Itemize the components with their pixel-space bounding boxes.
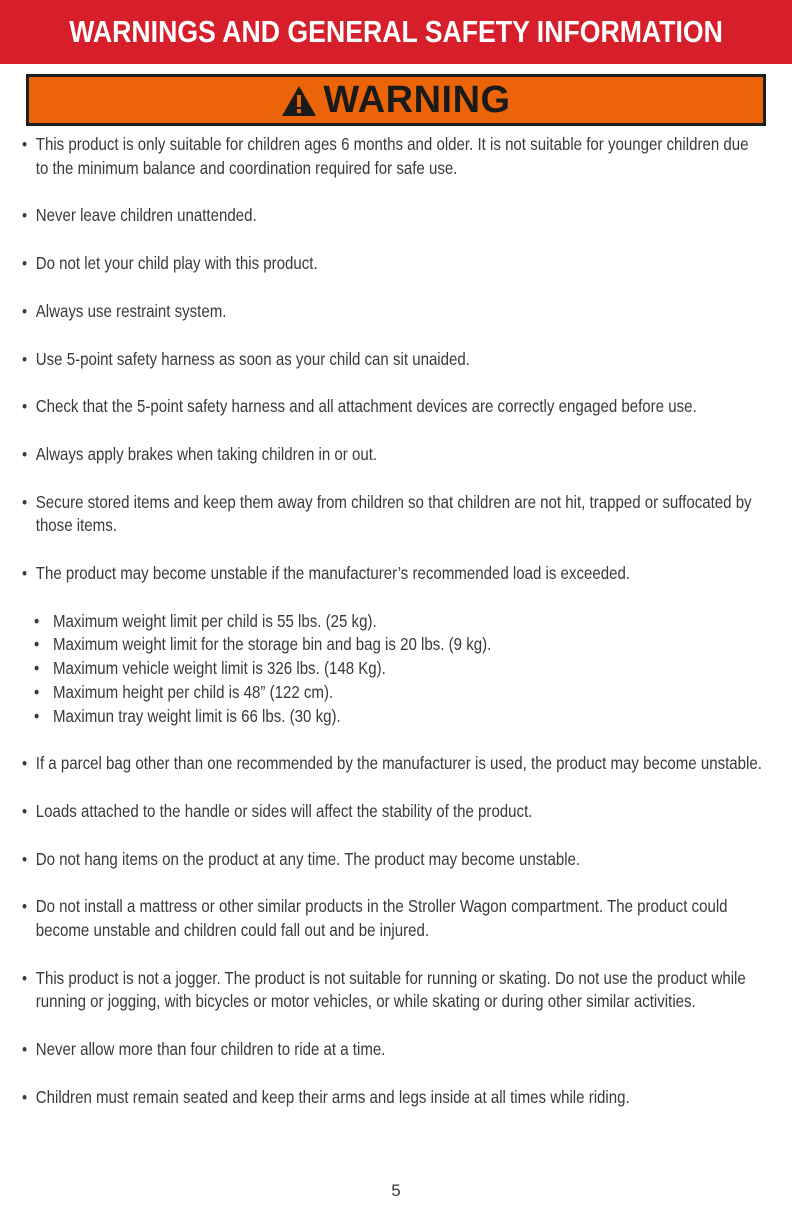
list-item: • Never leave children unattended. xyxy=(22,205,257,226)
list-item: • Do not hang items on the product at any time. The product may become unstable. xyxy=(22,848,581,869)
list-item: • Do not let your child play with this product. xyxy=(22,253,318,274)
list-item: • Always use restraint system. xyxy=(22,300,227,321)
list-item: • Use 5-point safety harness as soon as your child can sit unaided. xyxy=(22,348,470,369)
warning-triangle-icon xyxy=(281,85,317,117)
list-item: • This product is only suitable for children ages 6 months and older. It is not suitable for younger children due to the minimum balance and coordination required for safe use. xyxy=(22,134,749,178)
page-number: 5 xyxy=(391,1181,401,1200)
list-item: • Loads attached to the handle or sides will affect the stability of the product. xyxy=(22,800,533,821)
list-item: • Do not install a mattress or other similar products in the Stroller Wagon compartment. The product could become unstable and children could fall out and be injured. xyxy=(22,896,728,941)
list-item: • If a parcel bag other than one recommended by the manufacturer is used, the product may become unstable. xyxy=(22,753,762,774)
list-item: • Always apply brakes when taking children in or out. xyxy=(22,443,378,464)
load-limit-item: • Maximun tray weight limit is 66 lbs. (30 kg). xyxy=(34,705,341,726)
list-item: • This product is not a jogger. The product is not suitable for running or skating. Do not use the product while running or jogging, with bicycles or motor vehicles, or while skating or during other similar activities. xyxy=(22,967,746,1012)
warning-label: WARNING xyxy=(323,78,511,121)
load-limit-item: • Maximum height per child is 48” (122 cm). xyxy=(34,681,334,702)
load-limit-item: • Maximum weight limit for the storage bin and bag is 20 lbs. (9 kg). xyxy=(34,634,492,655)
list-item: • Check that the 5-point safety harness and all attachment devices are correctly engaged before use. xyxy=(22,396,697,417)
warnings-list xyxy=(22,133,764,1134)
warning-banner xyxy=(26,74,766,126)
list-item: • Never allow more than four children to ride at a time. xyxy=(22,1039,386,1060)
list-item: • Secure stored items and keep them away from children so that children are not hit, trapped or suffocated by those items. xyxy=(22,491,752,536)
warning-banner-inner xyxy=(29,77,763,123)
load-limit-item: • Maximum weight limit per child is 55 lbs. (25 kg). xyxy=(34,610,377,631)
load-limit-item: • Maximum vehicle weight limit is 326 lbs. (148 Kg). xyxy=(34,658,386,679)
header-bar xyxy=(0,0,792,64)
list-item: • Children must remain seated and keep their arms and legs inside at all times while riding. xyxy=(22,1086,630,1107)
page-title: WARNINGS AND GENERAL SAFETY INFORMATION xyxy=(69,14,723,49)
list-item: • The product may become unstable if the manufacturer’s recommended load is exceeded. xyxy=(22,563,631,584)
load-limits-list xyxy=(34,610,764,729)
